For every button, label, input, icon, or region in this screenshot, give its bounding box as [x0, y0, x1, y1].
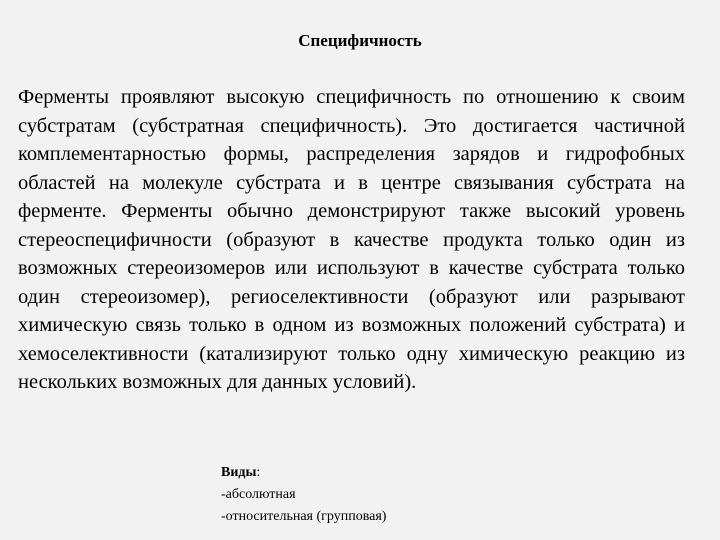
specificity-paragraph: Ферменты проявляют высокую специфичность по отношению к своим субстратам (субстратная специфичность). Это достигается частичной комплементарностью формы, распределения зарядов и гидрофобных областей на молекуле субстрата и в центре связывания субстрата на ферменте. Ферменты обычно демонстрируют также высокий уровень стереоспецифичности (образуют в качестве продукта только один из возможных стереоизомеров или используют в качестве субстрата только один стереоизомер), региоселективности (образуют или разрывают химическую связь только в одном из возможных положений субстрата) и хемоселективности (катализируют только одну химическую реакцию из нескольких возможных для данных условий). [18, 86, 685, 393]
types-heading-line [221, 462, 386, 484]
types-item-relative: -относительная (групповая) [221, 509, 387, 524]
types-heading-colon: : [256, 465, 261, 480]
slide-title: Специфичность [298, 31, 422, 50]
types-item-absolute: -абсолютная [221, 487, 296, 502]
types-block [221, 462, 386, 528]
types-heading-word: Виды [221, 465, 257, 480]
types-heading [221, 465, 260, 480]
